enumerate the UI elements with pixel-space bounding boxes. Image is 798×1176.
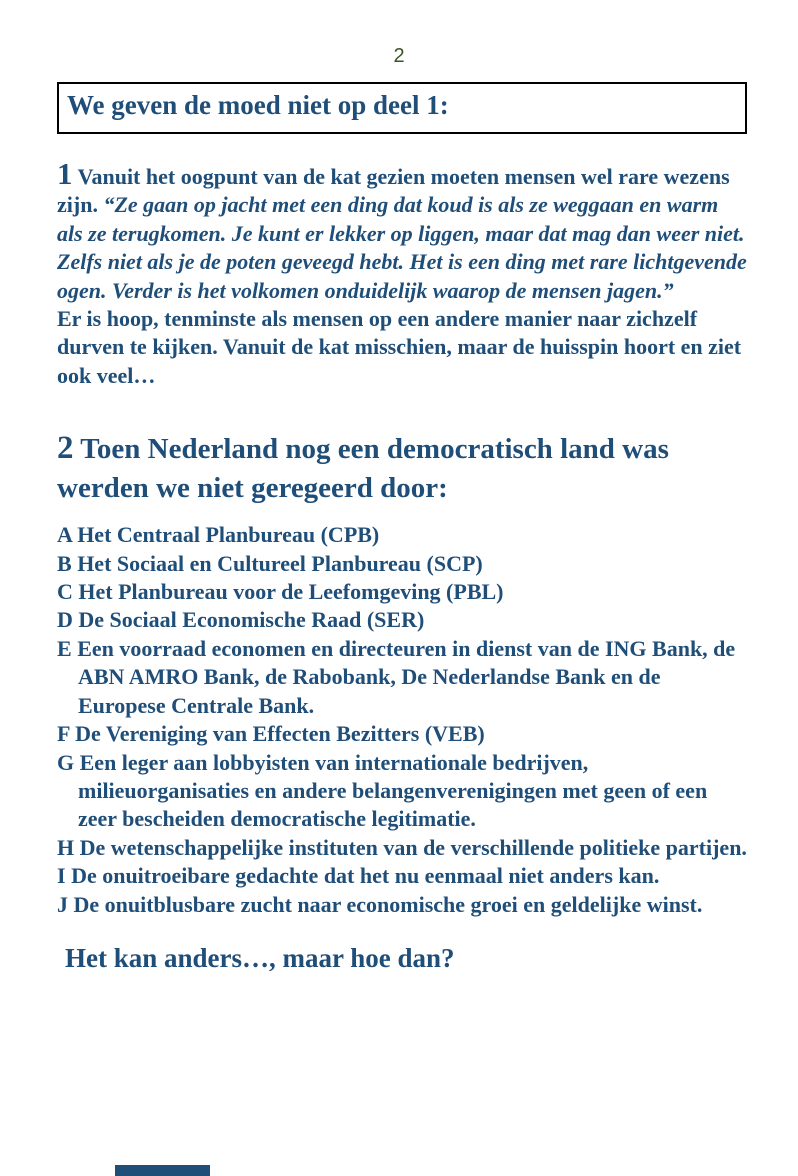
section-2-heading-text: Toen Nederland nog een democratisch land was werden we niet geregeerd door: bbox=[57, 433, 669, 505]
list-item bbox=[57, 550, 747, 578]
item-text: Het Sociaal en Cultureel Planbureau (SCP) bbox=[77, 550, 483, 576]
section-1-paragraph bbox=[57, 156, 747, 305]
item-text: Het Centraal Planbureau (CPB) bbox=[77, 522, 380, 548]
item-text: De Vereniging van Effecten Bezitters (VEB) bbox=[75, 721, 485, 747]
page-title: We geven de moed niet op deel 1: bbox=[67, 90, 449, 120]
item-letter: H bbox=[57, 834, 75, 860]
closing-line: Het kan anders…, maar hoe dan? bbox=[65, 942, 455, 973]
title-box bbox=[57, 82, 747, 134]
answer-list bbox=[57, 521, 747, 919]
section-1-outro: Er is hoop, tenminste als mensen op een andere manier naar zichzelf durven te kijken. Vanuit de kat misschien, maar de huisspin hoort en ziet ook veel… bbox=[57, 306, 742, 388]
list-item bbox=[57, 834, 747, 862]
document-page bbox=[0, 44, 798, 1176]
item-text: De onuitroeibare gedachte dat het nu eenmaal niet anders kan. bbox=[71, 863, 660, 889]
section-1-intro: Vanuit het oogpunt van de kat gezien moeten mensen wel rare wezens zijn. bbox=[57, 164, 730, 218]
item-letter: E bbox=[57, 635, 72, 661]
list-item bbox=[57, 521, 747, 549]
section-2-number: 2 bbox=[57, 430, 74, 467]
list-item bbox=[57, 606, 747, 634]
section-2-heading bbox=[57, 429, 747, 508]
item-text: Een leger aan lobbyisten van internationale bedrijven, milieuorganisaties en andere belangenverenigingen met geen of een zeer bescheiden democratische legitimatie. bbox=[78, 749, 708, 832]
item-letter: G bbox=[57, 749, 75, 775]
item-letter: D bbox=[57, 607, 73, 633]
item-letter: A bbox=[57, 522, 72, 548]
list-item bbox=[57, 891, 747, 919]
item-text: De onuitblusbare zucht naar economische groei en geldelijke winst. bbox=[73, 891, 703, 917]
cut-off-next-element-bar bbox=[115, 1165, 210, 1176]
item-text: Een voorraad economen en directeuren in dienst van de ING Bank, de ABN AMRO Bank, de Rabobank, De Nederlandse Bank en de Europese Centrale Bank. bbox=[77, 635, 736, 718]
section-1-quote: “Ze gaan op jacht met een ding dat koud is als ze weggaan en warm als ze terugkomen. Je kunt er lekker op liggen, maar dat mag dan weer niet. Zelfs niet als je de poten geveegd hebt. Het is een ding met rare lichtgevende ogen. Verder is het volkomen onduidelijk waarop de mensen jagen.” bbox=[57, 192, 747, 303]
section-1-number: 1 bbox=[57, 156, 73, 191]
list-item bbox=[57, 749, 747, 834]
page-number: 2 bbox=[393, 45, 405, 67]
list-item bbox=[57, 862, 747, 890]
item-text: De wetenschappelijke instituten van de verschillende politieke partijen. bbox=[79, 834, 747, 860]
item-letter: B bbox=[57, 550, 72, 576]
page-content bbox=[57, 82, 747, 975]
item-text: Het Planbureau voor de Leefomgeving (PBL) bbox=[78, 579, 504, 605]
item-letter: I bbox=[57, 863, 66, 889]
item-letter: F bbox=[57, 721, 70, 747]
list-item bbox=[57, 578, 747, 606]
item-text: De Sociaal Economische Raad (SER) bbox=[78, 607, 425, 633]
list-item bbox=[57, 635, 747, 720]
item-letter: C bbox=[57, 579, 73, 605]
list-item bbox=[57, 720, 747, 748]
item-letter: J bbox=[57, 891, 68, 917]
